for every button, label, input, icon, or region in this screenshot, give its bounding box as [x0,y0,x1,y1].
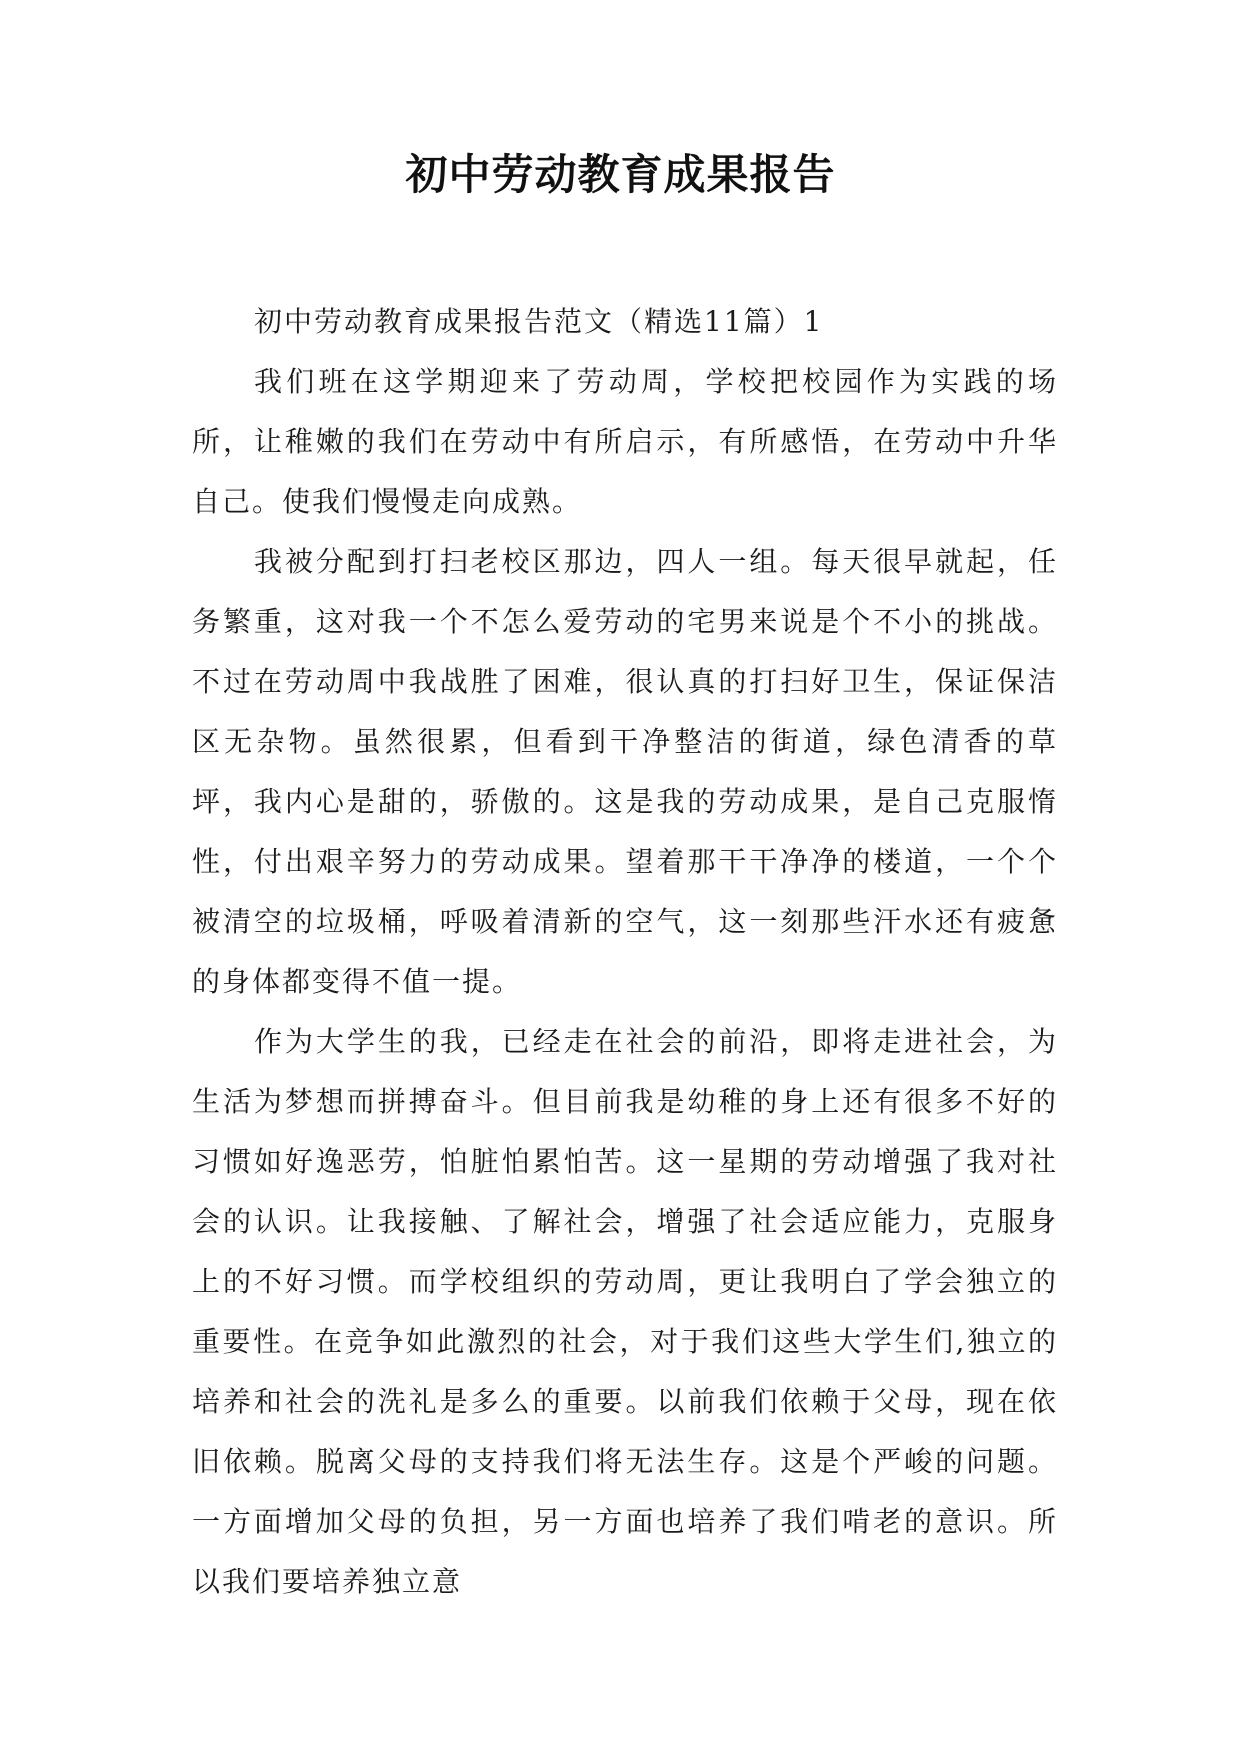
paragraph: 我被分配到打扫老校区那边，四人一组。每天很早就起，任务繁重，这对我一个不怎么爱劳动的宅男来说是个不小的挑战。不过在劳动周中我战胜了困难，很认真的打扫好卫生，保证保洁区无杂物。虽然很累，但看到干净整洁的街道，绿色清香的草坪，我内心是甜的，骄傲的。这是我的劳动成果，是自己克服惰性，付出艰辛努力的劳动成果。望着那干干净净的楼道，一个个被清空的垃圾桶，呼吸着清新的空气，这一刻那些汗水还有疲惫的身体都变得不值一提。 [192,545,1058,998]
document-body [192,292,1058,1612]
document-title: 初中劳动教育成果报告 [405,150,836,199]
paragraph: 我们班在这学期迎来了劳动周，学校把校园作为实践的场所，让稚嫩的我们在劳动中有所启示，有所感悟，在劳动中升华自己。使我们慢慢走向成熟。 [192,365,1058,518]
paragraph-subtitle: 初中劳动教育成果报告范文（精选11篇）1 [254,305,824,338]
paragraph: 作为大学生的我，已经走在社会的前沿，即将走进社会，为生活为梦想而拼搏奋斗。但目前我是幼稚的身上还有很多不好的习惯如好逸恶劳，怕脏怕累怕苦。这一星期的劳动增强了我对社会的认识。让我接触、了解社会，增强了社会适应能力，克服身上的不好习惯。而学校组织的劳动周，更让我明白了学会独立的重要性。在竞争如此激烈的社会，对于我们这些大学生们,独立的培养和社会的洗礼是多么的重要。以前我们依赖于父母，现在依旧依赖。脱离父母的支持我们将无法生存。这是个严峻的问题。一方面增加父母的负担，另一方面也培养了我们啃老的意识。所以我们要培养独立意 [192,1025,1058,1598]
